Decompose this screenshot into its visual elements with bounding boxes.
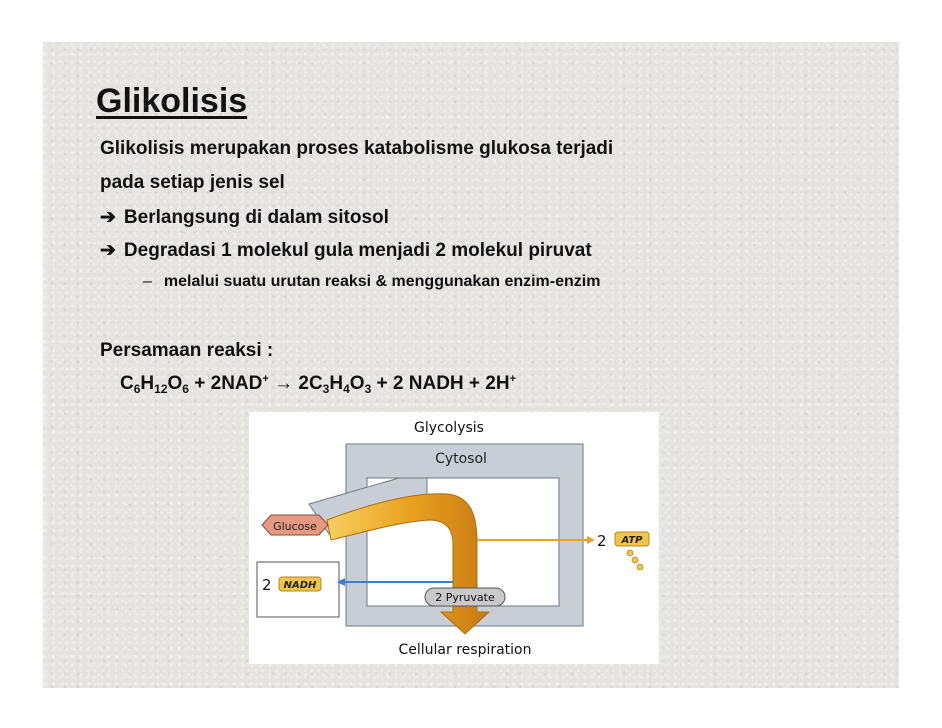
glucose-label: Glucose — [273, 520, 317, 533]
eq-rest: + 2 NADH + 2H — [371, 373, 510, 394]
glycolysis-diagram — [249, 412, 659, 664]
nadh-count: 2 — [262, 576, 272, 594]
eq-h1: H — [140, 373, 155, 394]
bullet-1 — [100, 206, 389, 229]
eq-o2-sub: 3 — [364, 382, 372, 396]
eq-arrow: → — [268, 373, 299, 394]
eq-h-sup: + — [509, 373, 517, 385]
atp-phosphate-2 — [632, 557, 638, 563]
atp-phosphate-3 — [637, 564, 643, 570]
cytosol-label: Cytosol — [435, 451, 487, 467]
nadh-label: NADH — [283, 580, 317, 591]
eq-h2-sub: 4 — [343, 382, 350, 396]
dash-icon: – — [143, 273, 152, 290]
reaction-equation — [120, 373, 516, 396]
eq-o2: O — [349, 373, 365, 394]
arrow-right-icon: ➔ — [100, 240, 116, 261]
sub-bullet-text: melalui suatu urutan reaksi & menggunakan enzim-enzim — [163, 273, 601, 290]
equation-label: Persamaan reaksi : — [100, 340, 274, 361]
arrow-right-icon: ➔ — [100, 207, 116, 228]
eq-c1-sub: 6 — [133, 382, 141, 396]
eq-o1-sub: 6 — [182, 382, 189, 396]
eq-o1: O — [167, 373, 183, 394]
eq-c2-sub: 3 — [322, 382, 330, 396]
cellular-respiration-label: Cellular respiration — [398, 642, 532, 658]
eq-h2: H — [329, 373, 344, 394]
slide-title: Glikolisis — [96, 82, 248, 120]
bullet-2-text: Degradasi 1 molekul gula menjadi 2 molekul piruvat — [123, 240, 592, 261]
eq-h1-sub: 12 — [154, 382, 168, 396]
sub-bullet — [143, 273, 600, 291]
atp-count: 2 — [597, 532, 607, 550]
eq-nad: + 2NAD — [188, 373, 263, 394]
eq-nad-sup: + — [262, 373, 269, 385]
pyruvate-label: 2 Pyruvate — [435, 591, 495, 604]
intro-line-2: pada setiap jenis sel — [100, 172, 285, 193]
eq-c1: C — [120, 373, 134, 394]
bullet-1-text: Berlangsung di dalam sitosol — [123, 207, 389, 228]
intro-line-1: Glikolisis merupakan proses katabolisme glukosa terjadi — [100, 138, 614, 159]
atp-phosphate-1 — [627, 550, 633, 556]
eq-c2: 2C — [298, 373, 323, 394]
atp-label: ATP — [621, 535, 643, 546]
bullet-2 — [100, 239, 592, 262]
diagram-title: Glycolysis — [414, 420, 484, 436]
